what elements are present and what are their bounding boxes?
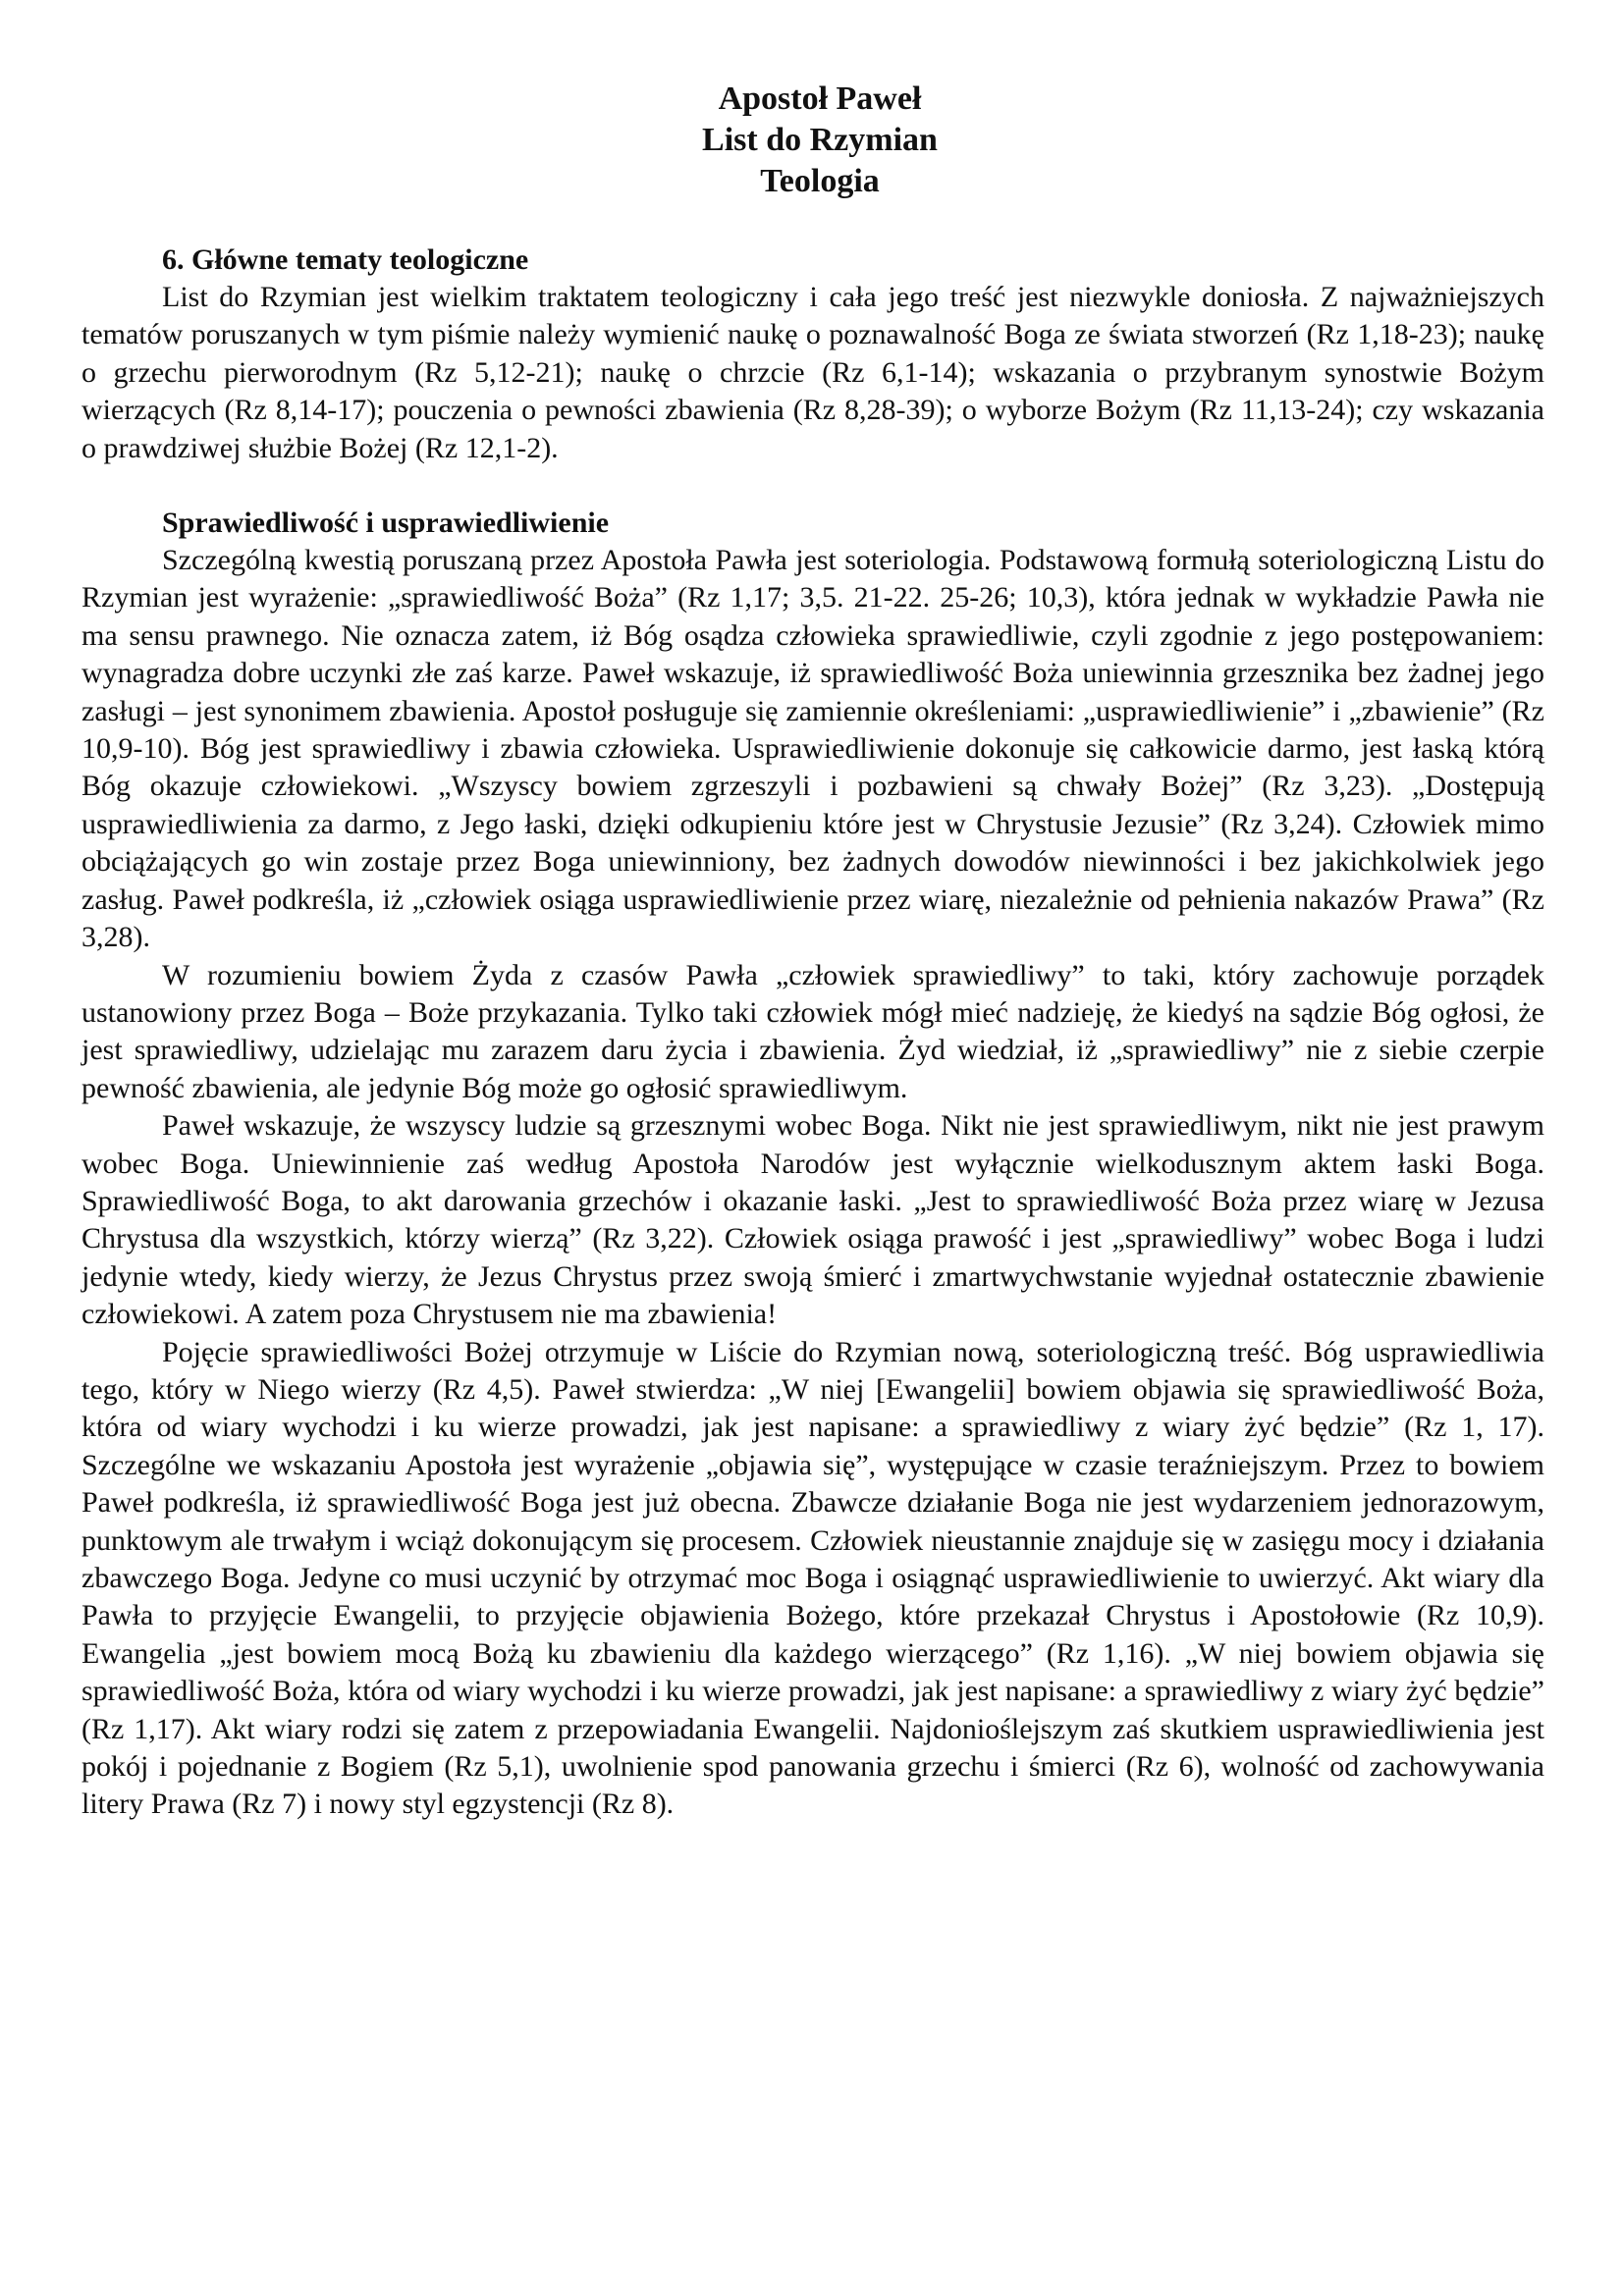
title-work: List do Rzymian xyxy=(702,122,938,158)
section-heading-justification: Sprawiedliwość i usprawiedliwienie xyxy=(162,507,610,540)
paragraph-justification-3: Paweł wskazuje, że wszyscy ludzie są grzesznymi wobec Boga. Nikt nie jest sprawiedliwym, nikt nie jest prawym wobec Boga. Uniewinnienie zaś według Apostoła Narodów jest wyłącznie wielkodusznym aktem łaski Boga. Sprawiedliwość Boga, to akt darowania grzechów i okazanie łaski. „Jest to sprawiedliwość Boża przez wiarę w Jezusa Chrystusa dla wszystkich, którzy wierzą” (Rz 3,22). Człowiek osiąga prawość i jest „sprawiedliwy” wobec Boga i ludzi jedynie wtedy, kiedy wierzy, że Jezus Chrystus przez swoją śmierć i zmartwychwstanie wyjednał ostatecznie zbawienie człowiekowi. A zatem poza Chrystusem nie ma zbawienia! xyxy=(81,1109,1544,1331)
title-author: Apostoł Paweł xyxy=(718,80,922,117)
document-title xyxy=(95,79,1544,202)
section-spacer xyxy=(81,467,1544,505)
title-subject: Teologia xyxy=(760,163,880,199)
paragraph-justification-2: W rozumieniu bowiem Żyda z czasów Pawła „człowiek sprawiedliwy” to taki, który zachowuje porządek ustanowiony przez Boga – Boże przykazania. Tylko taki człowiek mógł mieć nadzieję, że kiedyś na sądzie Bóg ogłosi, że jest sprawiedliwy, udzielając mu zarazem daru życia i zbawienia. Żyd wiedział, iż „sprawiedliwy” nie z siebie czerpie pewność zbawienia, ale jedynie Bóg może go ogłosić sprawiedliwym. xyxy=(81,958,1544,1104)
paragraph-justification-4: Pojęcie sprawiedliwości Bożej otrzymuje w Liście do Rzymian nową, soteriologiczną treść. Bóg usprawiedliwia tego, który w Niego wierzy (Rz 4,5). Paweł stwierdza: „W niej [Ewangelii] bowiem objawia się sprawiedliwość Boża, która od wiary wychodzi i ku wierze prowadzi, jak jest napisane: a sprawiedliwy z wiary żyć będzie” (Rz 1, 17). Szczególne we wskazaniu Apostoła jest wyrażenie „objawia się”, występujące w czasie teraźniejszym. Przez to bowiem Paweł podkreśla, iż sprawiedliwość Boga jest już obecna. Zbawcze działanie Boga nie jest wydarzeniem jednorazowym, punktowym ale trwałym i wciąż dokonującym się procesem. Człowiek nieustannie znajduje się w zasięgu mocy i działania zbawczego Boga. Jedyne co musi uczynić by otrzymać moc Boga i osiągnąć usprawiedliwienie to uwierzyć. Akt wiary dla Pawła to przyjęcie Ewangelii, to przyjęcie objawienia Bożego, które przekazał Chrystus i Apostołowie (Rz 10,9). Ewangelia „jest bowiem mocą Bożą ku zbawieniu dla każdego wierzącego” (Rz 1,16). „W niej bowiem objawia się sprawiedliwość Boża, która od wiary wychodzi i ku wierze prowadzi, jak jest napisane: a sprawiedliwy z wiary żyć będzie” (Rz 1,17). Akt wiary rodzi się zatem z przepowiadania Ewangelii. Najdonioślejszym zaś skutkiem usprawiedliwienia jest pokój i pojednanie z Bogiem (Rz 5,1), uwolnienie spod panowania grzechu i śmierci (Rz 6), wolność od zachowywania litery Prawa (Rz 7) i nowy styl egzystencji (Rz 8). xyxy=(81,1335,1544,1821)
paragraph-main-themes: List do Rzymian jest wielkim traktatem teologiczny i cała jego treść jest niezwykle doniosła. Z najważniejszych tematów poruszanych w tym piśmie należy wymienić naukę o poznawalność Boga ze świata stworzeń (Rz 1,18-23); naukę o grzechu pierworodnym (Rz 5,12-21); naukę o chrzcie (Rz 6,1-14); wskazania o przybranym synostwie Bożym wierzących (Rz 8,14-17); pouczenia o pewności zbawienia (Rz 8,28-39); o wyborze Bożym (Rz 11,13-24); czy wskazania o prawdziwej służbie Bożej (Rz 12,1-2). xyxy=(81,281,1544,464)
section-heading-main-themes: 6. Główne tematy teologiczne xyxy=(162,243,529,276)
paragraph-justification-1: Szczególną kwestią poruszaną przez Apostoła Pawła jest soteriologia. Podstawową formułą soteriologiczną Listu do Rzymian jest wyrażenie: „sprawiedliwość Boża” (Rz 1,17; 3,5. 21-22. 25-26; 10,3), która jednak w wykładzie Pawła nie ma sensu prawnego. Nie oznacza zatem, iż Bóg osądza człowieka sprawiedliwie, czyli zgodnie z jego postępowaniem: wynagradza dobre uczynki złe zaś karze. Paweł wskazuje, iż sprawiedliwość Boża uniewinnia grzesznika bez żadnej jego zasługi – jest synonimem zbawienia. Apostoł posługuje się zamiennie określeniami: „usprawiedliwienie” i „zbawienie” (Rz 10,9-10). Bóg jest sprawiedliwy i zbawia człowieka. Usprawiedliwienie dokonuje się całkowicie darmo, jest łaską którą Bóg okazuje człowiekowi. „Wszyscy bowiem zgrzeszyli i pozbawieni są chwały Bożej” (Rz 3,23). „Dostępują usprawiedliwienia za darmo, z Jego łaski, dzięki odkupieniu które jest w Chrystusie Jezusie” (Rz 3,24). Człowiek mimo obciążających go win zostaje przez Boga uniewinniony, bez żadnych dowodów niewinności i bez jakichkolwiek jego zasług. Paweł podkreśla, iż „człowiek osiąga usprawiedliwienie przez wiarę, niezależnie od pełnienia nakazów Prawa” (Rz 3,28). xyxy=(81,544,1544,954)
